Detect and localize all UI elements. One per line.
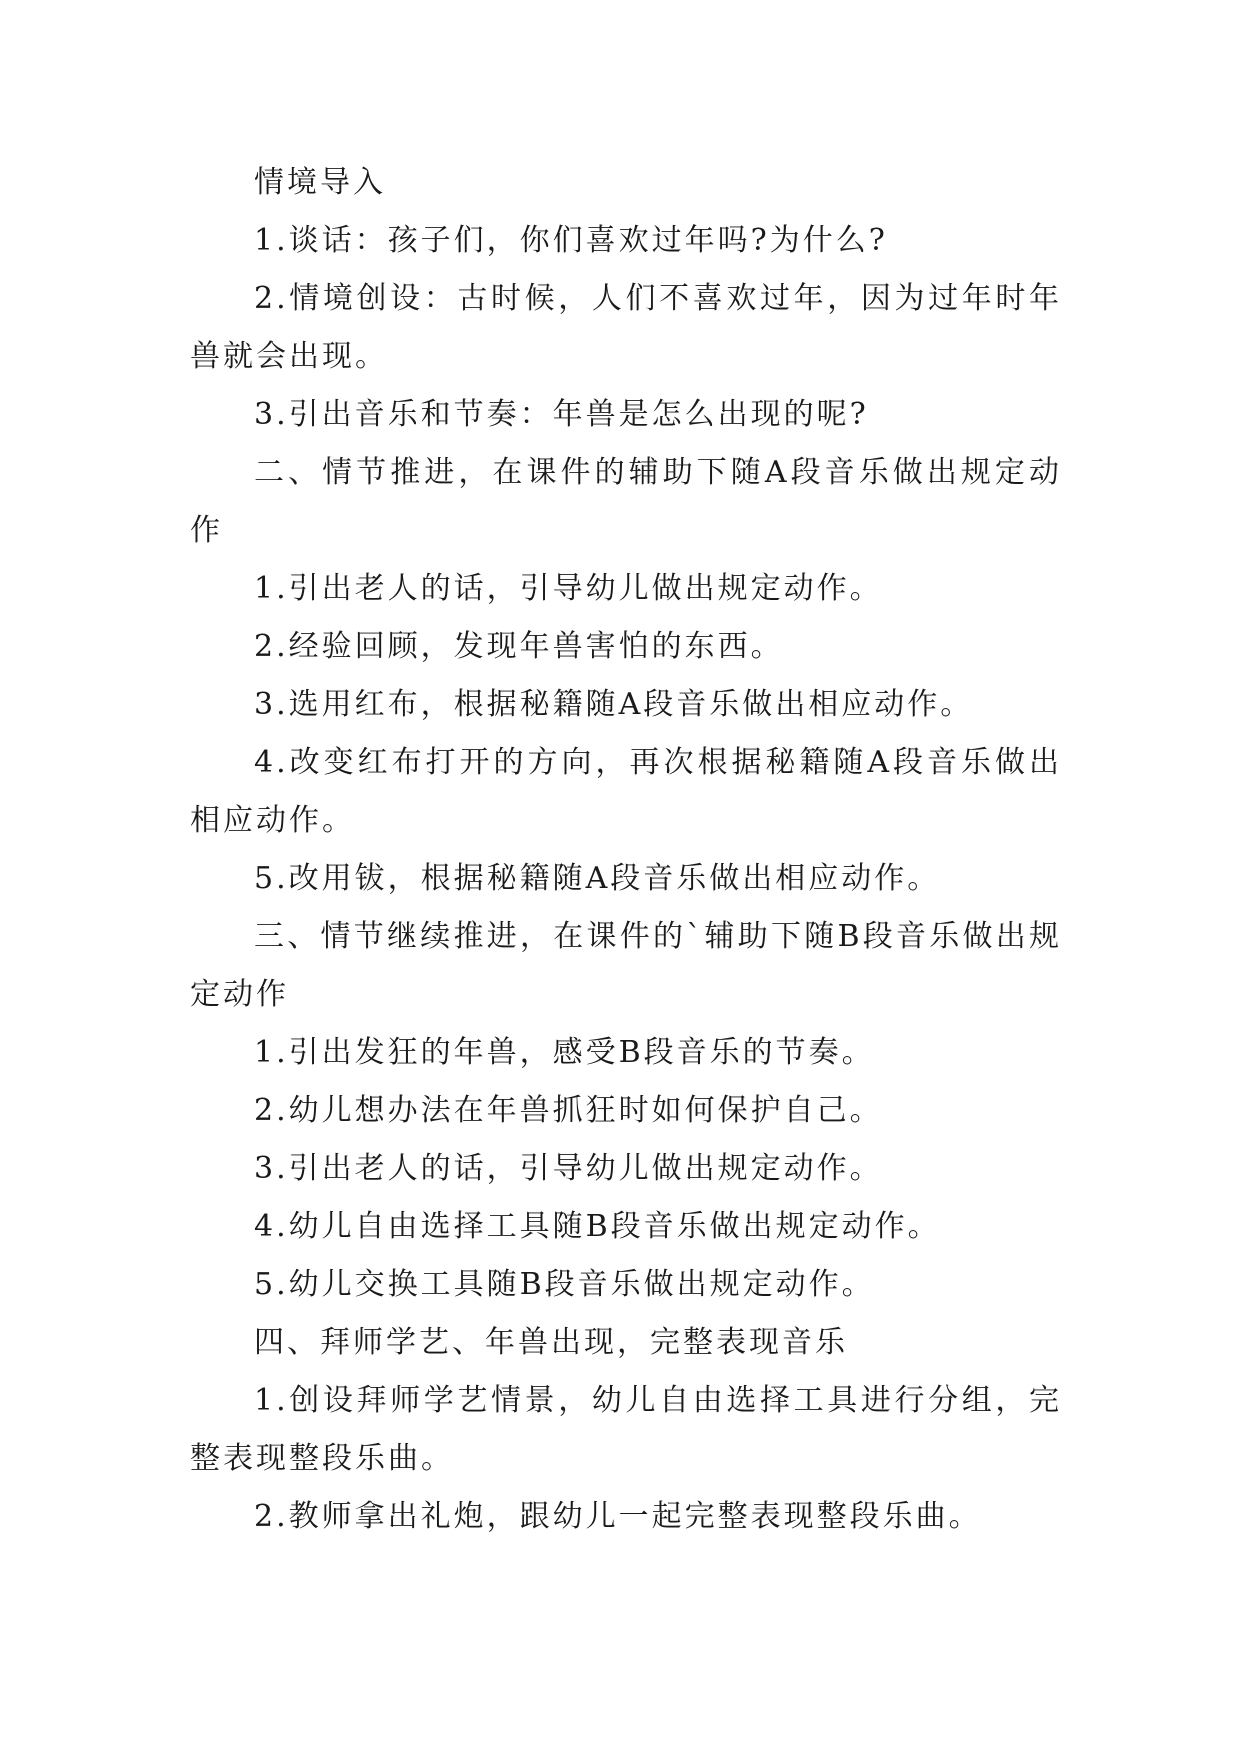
section-heading-4: 四、拜师学艺、年兽出现，完整表现音乐 [254,1325,848,1360]
paragraph: 3.引出老人的话，引导幼儿做出规定动作。 [254,1151,883,1186]
paragraph: 1.引出发狂的年兽，感受B段音乐的节奏。 [254,1035,875,1070]
paragraph: 2.教师拿出礼炮，跟幼儿一起完整表现整段乐曲。 [254,1499,982,1534]
paragraph: 2.经验回顾，发现年兽害怕的东西。 [254,629,784,664]
paragraph: 2.幼儿想办法在年兽抓狂时如何保护自己。 [254,1093,883,1128]
paragraph: 4.改变红布打开的方向，再次根据秘籍随A段音乐做出相应动作。 [190,745,1062,838]
paragraph: 5.改用钹，根据秘籍随A段音乐做出相应动作。 [254,861,941,896]
paragraph: 5.幼儿交换工具随B段音乐做出规定动作。 [254,1267,875,1302]
section-heading-3: 三、情节继续推进，在课件的`辅助下随B段音乐做出规定动作 [190,919,1062,1012]
paragraph: 1.谈话：孩子们，你们喜欢过年吗?为什么? [254,223,888,258]
section-heading-2: 二、情节推进，在课件的辅助下随A段音乐做出规定动作 [190,455,1062,548]
paragraph-heading-intro: 情境导入 [254,165,386,200]
paragraph: 3.选用红布，根据秘籍随A段音乐做出相应动作。 [254,687,974,722]
paragraph: 4.幼儿自由选择工具随B段音乐做出规定动作。 [254,1209,941,1244]
paragraph: 1.创设拜师学艺情景，幼儿自由选择工具进行分组，完整表现整段乐曲。 [190,1383,1062,1476]
paragraph: 1.引出老人的话，引导幼儿做出规定动作。 [254,571,883,606]
paragraph: 2.情境创设：古时候，人们不喜欢过年，因为过年时年兽就会出现。 [190,281,1062,374]
document-body [190,154,1062,1546]
paragraph: 3.引出音乐和节奏：年兽是怎么出现的呢? [254,397,869,432]
